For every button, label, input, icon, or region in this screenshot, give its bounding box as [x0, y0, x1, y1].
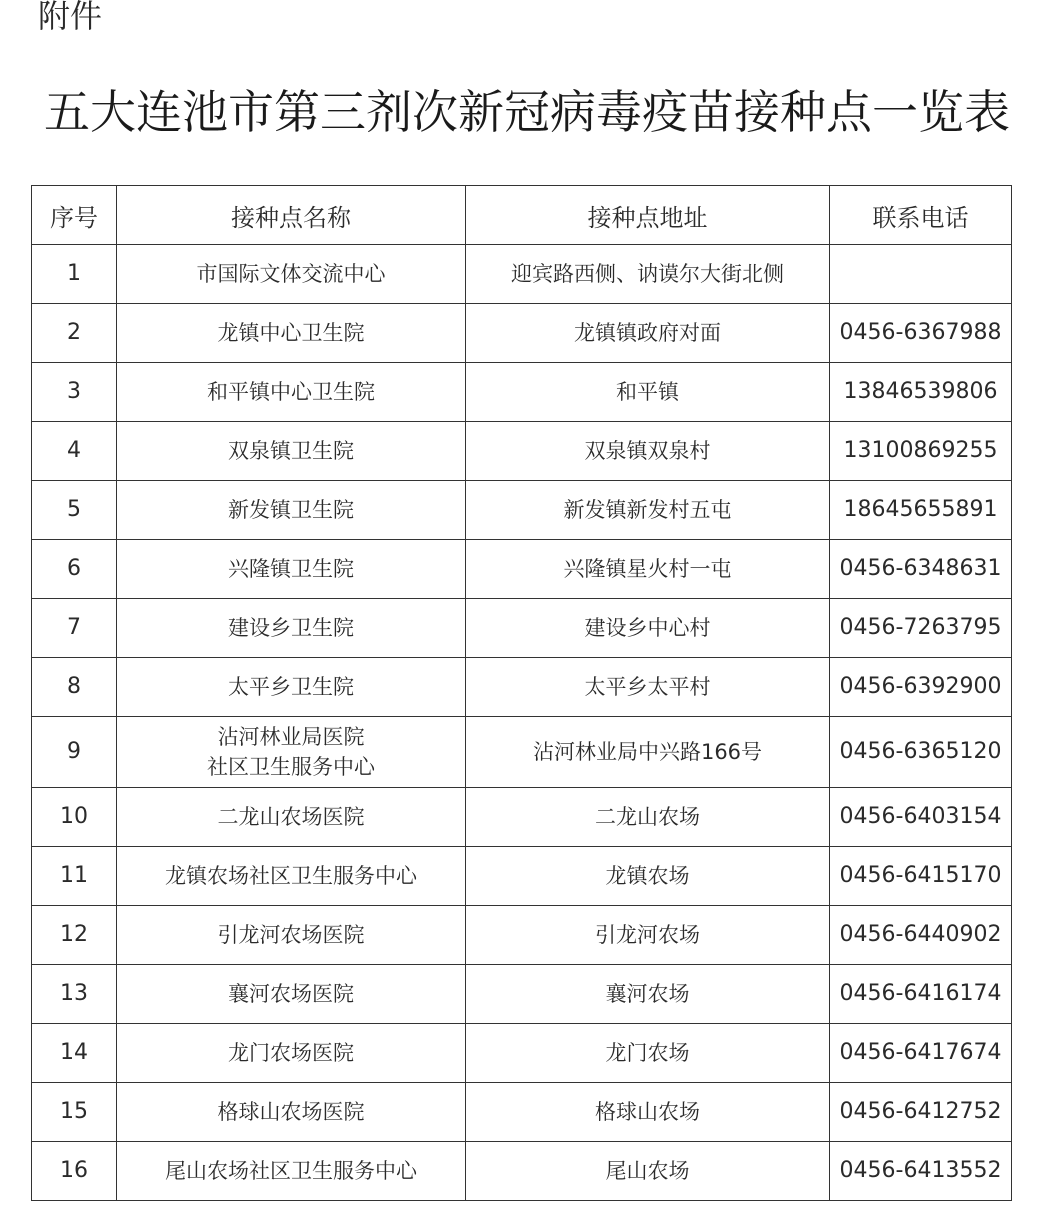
cell-no: 10	[32, 788, 117, 847]
cell-no: 1	[32, 245, 117, 304]
cell-site-name	[117, 1083, 466, 1142]
cell-no: 13	[32, 965, 117, 1024]
cell-no: 11	[32, 847, 117, 906]
vaccination-sites-table	[31, 185, 1012, 1201]
cell-phone: 0456-6367988	[830, 304, 1012, 363]
attachment-label: 附件	[38, 0, 103, 35]
cell-site-name	[117, 540, 466, 599]
table-row	[32, 422, 1012, 481]
cell-site-address: 和平镇	[466, 363, 830, 422]
site-name-line: 龙镇农场社区卫生服务中心	[165, 864, 417, 888]
cell-site-name	[117, 304, 466, 363]
table-row	[32, 847, 1012, 906]
cell-site-name	[117, 481, 466, 540]
site-name-line: 太平乡卫生院	[228, 675, 354, 699]
cell-site-name	[117, 717, 466, 788]
cell-no: 6	[32, 540, 117, 599]
cell-no: 15	[32, 1083, 117, 1142]
cell-site-address: 迎宾路西侧、讷谟尔大街北侧	[466, 245, 830, 304]
cell-phone: 0456-6416174	[830, 965, 1012, 1024]
site-name-line: 二龙山农场医院	[217, 805, 365, 829]
site-name-line: 龙镇中心卫生院	[217, 321, 365, 345]
table-row	[32, 599, 1012, 658]
cell-site-address: 新发镇新发村五屯	[466, 481, 830, 540]
header-site-address: 接种点地址	[466, 186, 830, 245]
cell-site-name	[117, 1024, 466, 1083]
site-name-line: 龙门农场医院	[228, 1041, 354, 1065]
table-row	[32, 717, 1012, 788]
cell-no: 8	[32, 658, 117, 717]
cell-phone: 0456-6417674	[830, 1024, 1012, 1083]
cell-site-name	[117, 906, 466, 965]
cell-phone: 0456-6440902	[830, 906, 1012, 965]
cell-site-address: 建设乡中心村	[466, 599, 830, 658]
cell-phone: 13846539806	[830, 363, 1012, 422]
site-name-line: 建设乡卫生院	[228, 616, 354, 640]
cell-phone: 0456-6348631	[830, 540, 1012, 599]
cell-no: 16	[32, 1142, 117, 1201]
cell-phone: 0456-7263795	[830, 599, 1012, 658]
cell-site-name	[117, 363, 466, 422]
table-row	[32, 965, 1012, 1024]
table-row	[32, 540, 1012, 599]
cell-phone: 0456-6365120	[830, 717, 1012, 788]
cell-phone	[830, 245, 1012, 304]
table-row	[32, 245, 1012, 304]
cell-phone: 0456-6413552	[830, 1142, 1012, 1201]
header-no: 序号	[32, 186, 117, 245]
table-row	[32, 1024, 1012, 1083]
cell-no: 14	[32, 1024, 117, 1083]
cell-site-address: 二龙山农场	[466, 788, 830, 847]
cell-site-address: 龙镇农场	[466, 847, 830, 906]
cell-site-name	[117, 599, 466, 658]
cell-no: 4	[32, 422, 117, 481]
cell-no: 9	[32, 717, 117, 788]
cell-site-address: 龙门农场	[466, 1024, 830, 1083]
cell-no: 3	[32, 363, 117, 422]
table-row	[32, 906, 1012, 965]
site-name-line: 襄河农场医院	[228, 982, 354, 1006]
header-site-name: 接种点名称	[117, 186, 466, 245]
cell-no: 7	[32, 599, 117, 658]
site-name-line: 双泉镇卫生院	[228, 439, 354, 463]
table-row	[32, 1083, 1012, 1142]
cell-site-address: 太平乡太平村	[466, 658, 830, 717]
site-name-line: 尾山农场社区卫生服务中心	[165, 1159, 417, 1183]
table-row	[32, 304, 1012, 363]
table-row	[32, 658, 1012, 717]
cell-site-address: 沾河林业局中兴路166号	[466, 717, 830, 788]
site-name-line: 新发镇卫生院	[228, 498, 354, 522]
site-name-line: 和平镇中心卫生院	[207, 380, 375, 404]
cell-site-address: 龙镇镇政府对面	[466, 304, 830, 363]
cell-site-name	[117, 658, 466, 717]
cell-site-name	[117, 847, 466, 906]
header-phone: 联系电话	[830, 186, 1012, 245]
table-row	[32, 1142, 1012, 1201]
table-row	[32, 481, 1012, 540]
site-name-line-2: 社区卫生服务中心	[207, 755, 375, 779]
table-row	[32, 363, 1012, 422]
site-name-line: 沾河林业局医院	[217, 725, 365, 749]
cell-site-address: 兴隆镇星火村一屯	[466, 540, 830, 599]
cell-no: 5	[32, 481, 117, 540]
cell-site-address: 双泉镇双泉村	[466, 422, 830, 481]
cell-site-address: 尾山农场	[466, 1142, 830, 1201]
table-header-row	[32, 186, 1012, 245]
cell-phone: 0456-6412752	[830, 1083, 1012, 1142]
cell-site-name	[117, 965, 466, 1024]
cell-site-name	[117, 1142, 466, 1201]
page-title: 五大连池市第三剂次新冠病毒疫苗接种点一览表	[44, 85, 1010, 139]
cell-phone: 13100869255	[830, 422, 1012, 481]
cell-site-name	[117, 245, 466, 304]
cell-site-name	[117, 788, 466, 847]
cell-site-address: 格球山农场	[466, 1083, 830, 1142]
site-name-line: 引龙河农场医院	[217, 923, 365, 947]
site-name-line: 兴隆镇卫生院	[228, 557, 354, 581]
cell-site-address: 襄河农场	[466, 965, 830, 1024]
cell-no: 2	[32, 304, 117, 363]
table-row	[32, 788, 1012, 847]
cell-no: 12	[32, 906, 117, 965]
site-name-line: 市国际文体交流中心	[196, 262, 386, 286]
site-name-line: 格球山农场医院	[217, 1100, 365, 1124]
cell-site-name	[117, 422, 466, 481]
cell-phone: 0456-6392900	[830, 658, 1012, 717]
cell-phone: 18645655891	[830, 481, 1012, 540]
cell-site-address: 引龙河农场	[466, 906, 830, 965]
cell-phone: 0456-6415170	[830, 847, 1012, 906]
cell-phone: 0456-6403154	[830, 788, 1012, 847]
